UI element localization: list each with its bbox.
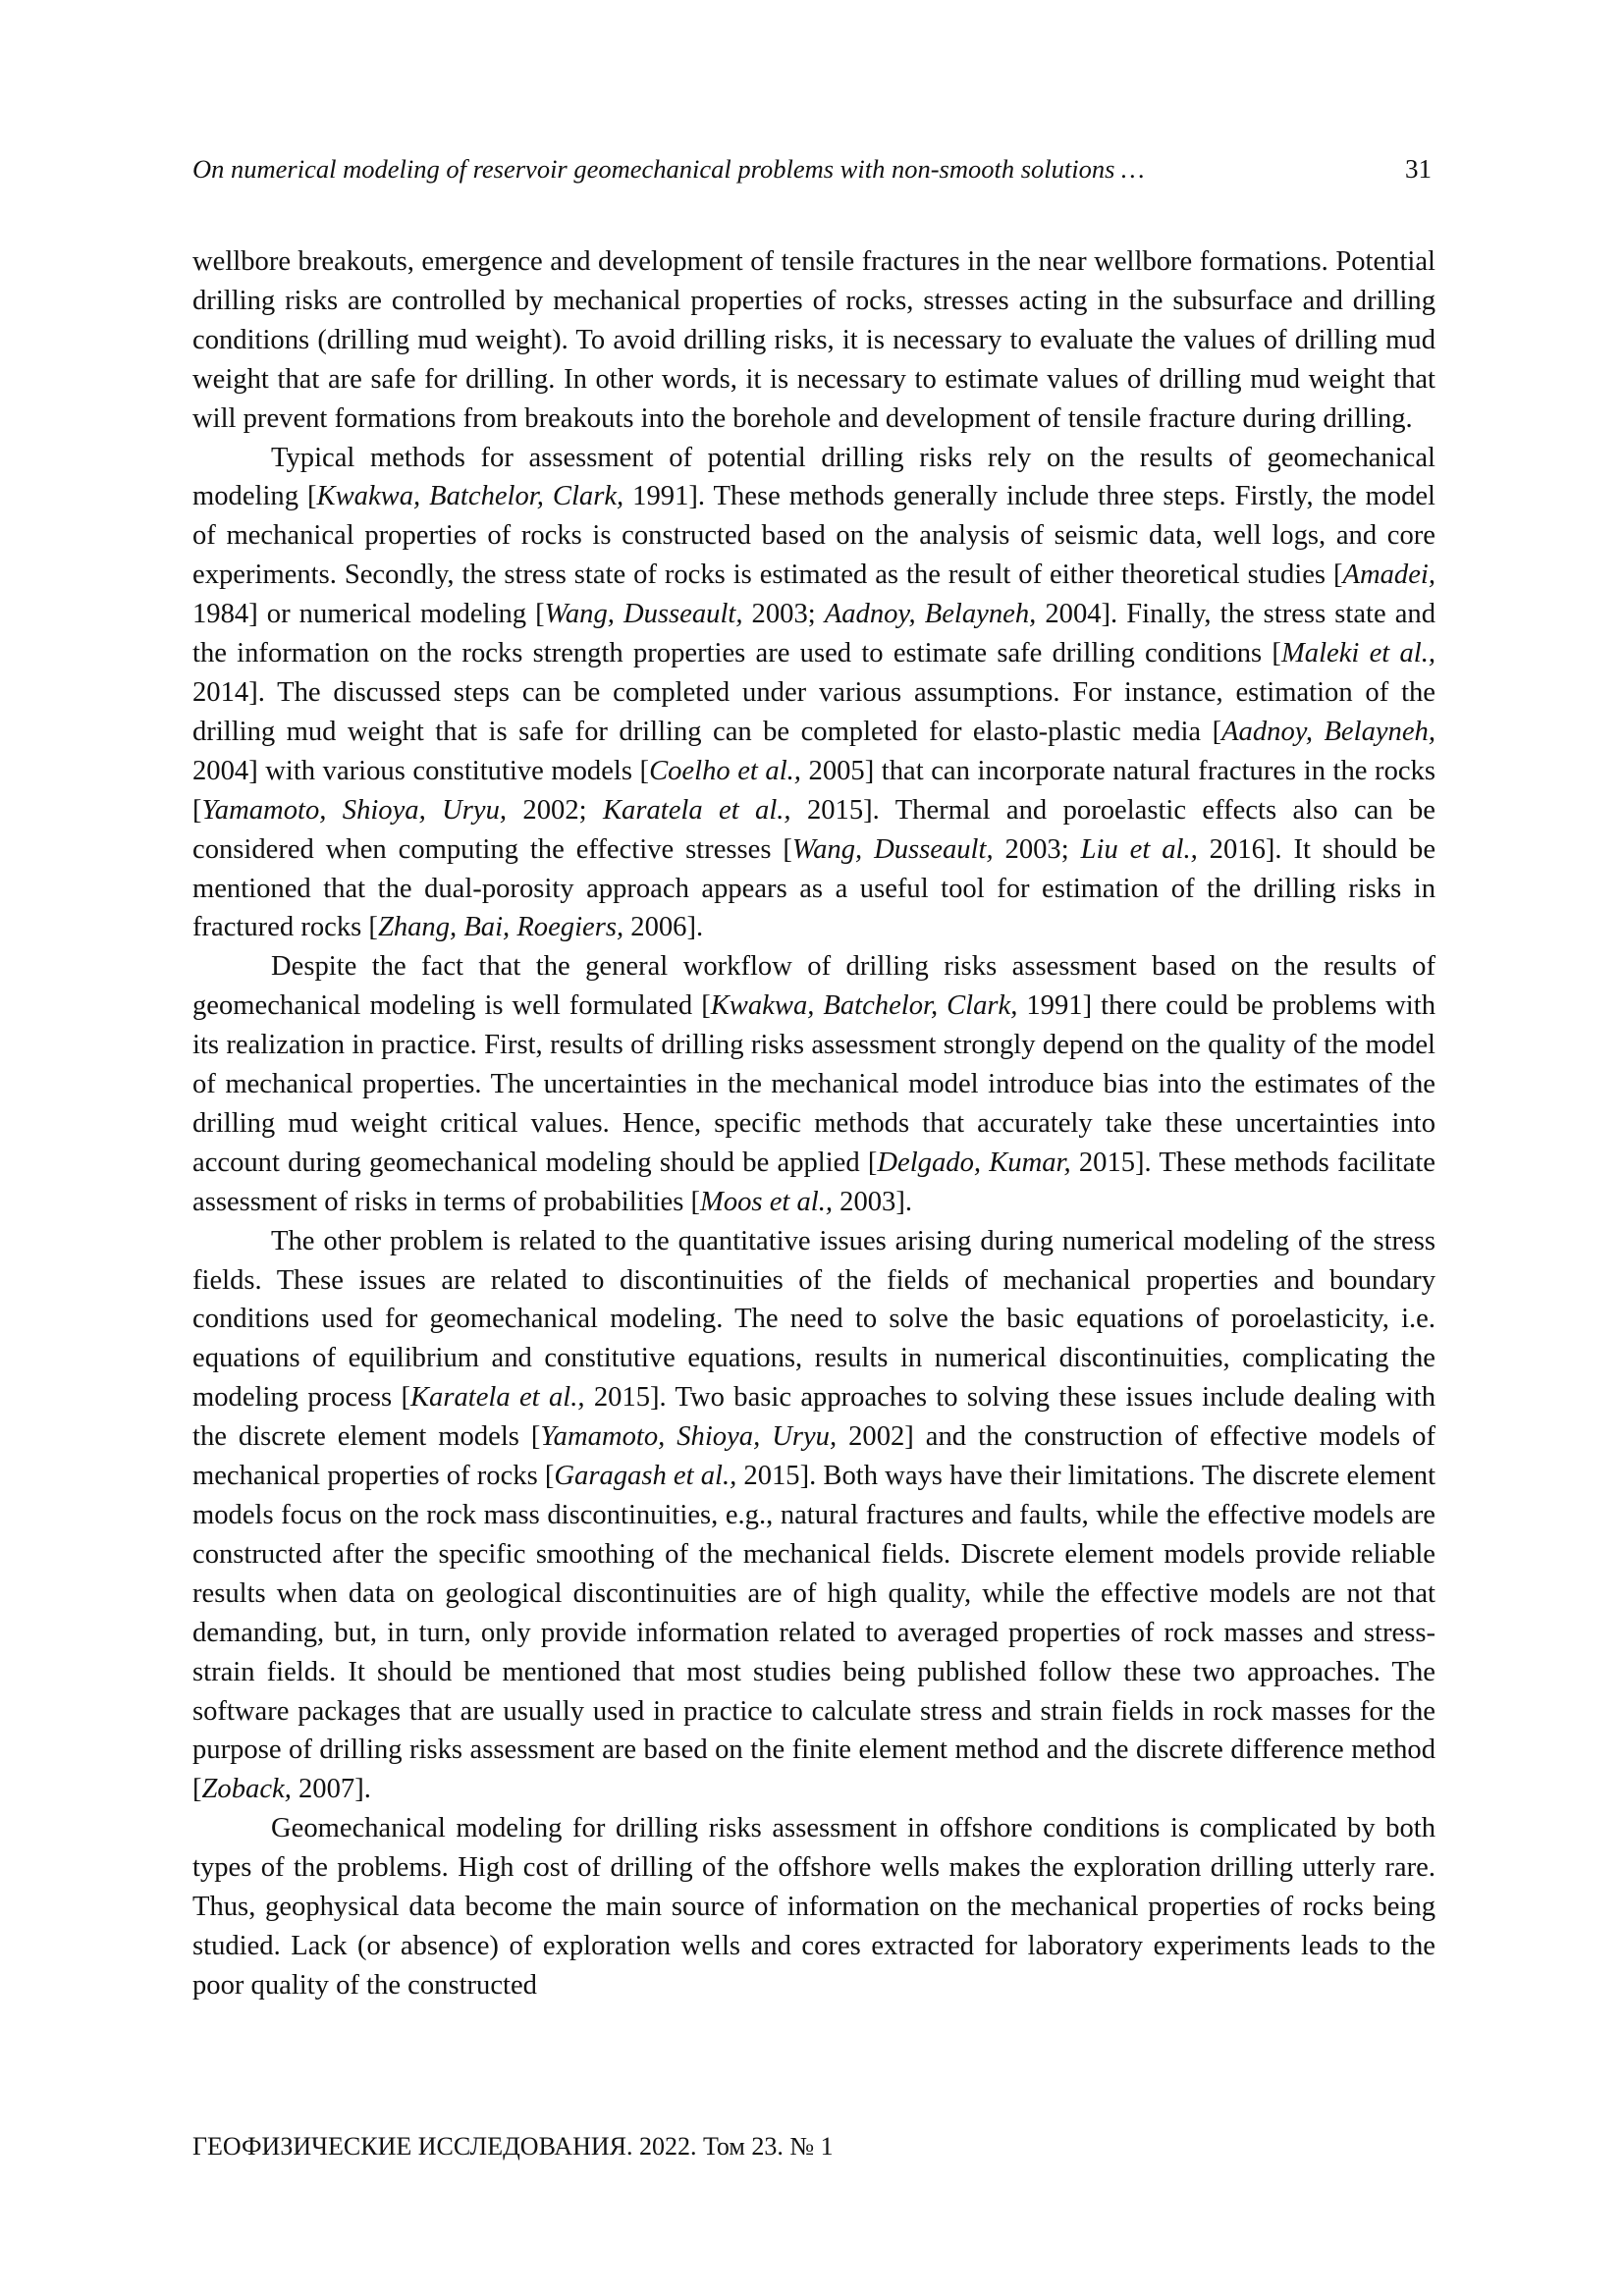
paragraph-text: 1984] or numerical modeling [ [192,599,545,630]
paragraph-text: 2015]. Two basic approaches to solving these issues include dealing with the discrete element models [ [192,1382,1435,1453]
citation-authors: Karatela et al., [602,794,791,826]
citation-authors: Garagash et al., [554,1461,737,1492]
running-title: On numerical modeling of reservoir geomechanical problems with non-smooth solutions … [192,154,1145,184]
citation-authors: Zhang, Bai, Roegiers, [377,912,624,943]
citation-authors: Aadnoy, Belayneh, [1221,716,1435,747]
paragraph-text: 2005] that can incorporate natural fractures in the rocks [ [192,755,1435,826]
paragraph-text: 2004] with various constitutive models [ [192,755,650,786]
paragraph-text: 2004]. Finally, the stress state and the information on the rocks strength properties are used to estimate safe drilling conditions [ [192,599,1436,669]
paragraph [192,242,1435,439]
paragraph-text: 1991] there could be problems with its realization in practice. First, results of drilling risks assessment strongly depend on the quality of the model of mechanical properties. The uncertainties in the mechanical model introduce bias into the estimates of the drilling mud weight critical values. Hence, specific methods that accurately take these uncertainties into account during geomechanical modeling should be applied [ [192,990,1435,1178]
article-body [192,242,1435,2005]
citation-authors: Liu et al., [1080,833,1198,865]
paragraph-text: wellbore breakouts, emergence and development of tensile fractures in the near wellbore formations. Potential drilling risks are controlled by mechanical properties of rocks, stresses acting in the subsurface and drilling conditions (drilling mud weight). To avoid drilling risks, it is necessary to evaluate the values of drilling mud weight that are safe for drilling. In other words, it is necessary to estimate values of drilling mud weight that will prevent formations from breakouts into the borehole and development of tensile fracture during drilling. [192,246,1435,434]
paragraph-text: 2015]. These methods facilitate assessment of risks in terms of probabilities [ [192,1147,1435,1217]
paragraph [192,1809,1435,2005]
citation-authors: Amadei, [1342,560,1435,591]
paragraph-text: The other problem is related to the quantitative issues arising during numerical modeling of the stress fields. These issues are related to discontinuities of the fields of mechanical properties and boundary conditions used for geomechanical modeling. The need to solve the basic equations of poroelasticity, i.e. equations of equilibrium and constitutive equations, results in numerical discontinuities, complicating the modeling process [ [192,1225,1435,1414]
paragraph-text: Geomechanical modeling for drilling risks assessment in offshore conditions is complicated by both types of the problems. High cost of drilling of the offshore wells makes the exploration drilling utterly rare. Thus, geophysical data become the main source of information on the mechanical properties of rocks being studied. Lack (or absence) of exploration wells and cores extracted for laboratory experiments leads to the poor quality of the constructed [192,1813,1435,2001]
citation-authors: Coelho et al., [649,755,801,786]
citation-authors: Zoback, [201,1774,292,1805]
paragraph-text: 2006]. [623,912,704,943]
citation-authors: Yamamoto, Shioya, Uryu, [201,794,508,826]
paragraph-text: 2014]. The discussed steps can be completed under various assumptions. For instance, estimation of the drilling mud weight that is safe for drilling can be completed for elasto-plastic media [ [192,676,1435,747]
paragraph-text: 2003; [742,599,825,630]
citation-authors: Maleki et al., [1280,638,1435,669]
running-footer: ГЕОФИЗИЧЕСКИЕ ИССЛЕДОВАНИЯ. 2022. Том 23. № 1 [192,2132,834,2161]
citation-authors: Yamamoto, Shioya, Uryu, [540,1421,838,1453]
paragraph-text: 2015]. Thermal and poroelastic effects also can be considered when computing the effective stresses [ [192,794,1435,865]
paragraph-text: 2003]. [833,1186,913,1217]
paragraph-text: Typical methods for assessment of potential drilling risks rely on the results of geomechanical modeling [ [192,442,1435,512]
paragraph [192,947,1435,1221]
citation-authors: Kwakwa, Batchelor, Clark, [710,990,1018,1022]
paragraph-text: 2007]. [291,1774,371,1805]
citation-authors: Kwakwa, Batchelor, Clark, [316,481,624,512]
page-number: 31 [1405,154,1432,184]
paragraph-text: 2016]. It should be mentioned that the dual-porosity approach appears as a useful tool for estimation of the drilling risks in fractured rocks [ [192,833,1436,943]
paragraph-text: 1991]. These methods generally include three steps. Firstly, the model of mechanical properties of rocks is constructed based on the analysis of seismic data, well logs, and core experiments. Secondly, the stress state of rocks is estimated as the result of either theoretical studies [ [192,481,1436,591]
paragraph-text: 2015]. Both ways have their limitations. The discrete element models focus on the rock mass discontinuities, e.g., natural fractures and faults, while the effective models are constructed after the specific smoothing of the mechanical fields. Discrete element models provide reliable results when data on geological discontinuities are of high quality, while the effective models are not that demanding, but, in turn, only provide information related to averaged properties of rock masses and stress-strain fields. It should be mentioned that most studies being published follow these two approaches. The software packages that are usually used in practice to calculate stress and strain fields in rock masses for the purpose of drilling risks assessment are based on the finite element method and the discrete difference method [ [192,1461,1436,1805]
citation-authors: Karatela et al., [409,1382,585,1414]
running-header [192,151,1435,187]
paragraph-text: 2003; [993,833,1081,865]
paragraph-text: Despite the fact that the general workflow of drilling risks assessment based on the results of geomechanical modeling is well formulated [ [192,951,1435,1022]
paragraph [192,439,1435,948]
paragraph [192,1222,1435,1810]
citation-authors: Wang, Dusseault, [544,599,743,630]
paragraph-text: 2002; [507,794,603,826]
citation-authors: Wang, Dusseault, [791,833,994,865]
citation-authors: Moos et al., [700,1186,834,1217]
citation-authors: Aadnoy, Belayneh, [824,599,1037,630]
citation-authors: Delgado, Kumar, [877,1147,1071,1178]
paragraph-text: 2002] and the construction of effective models of mechanical properties of rocks [ [192,1421,1435,1492]
